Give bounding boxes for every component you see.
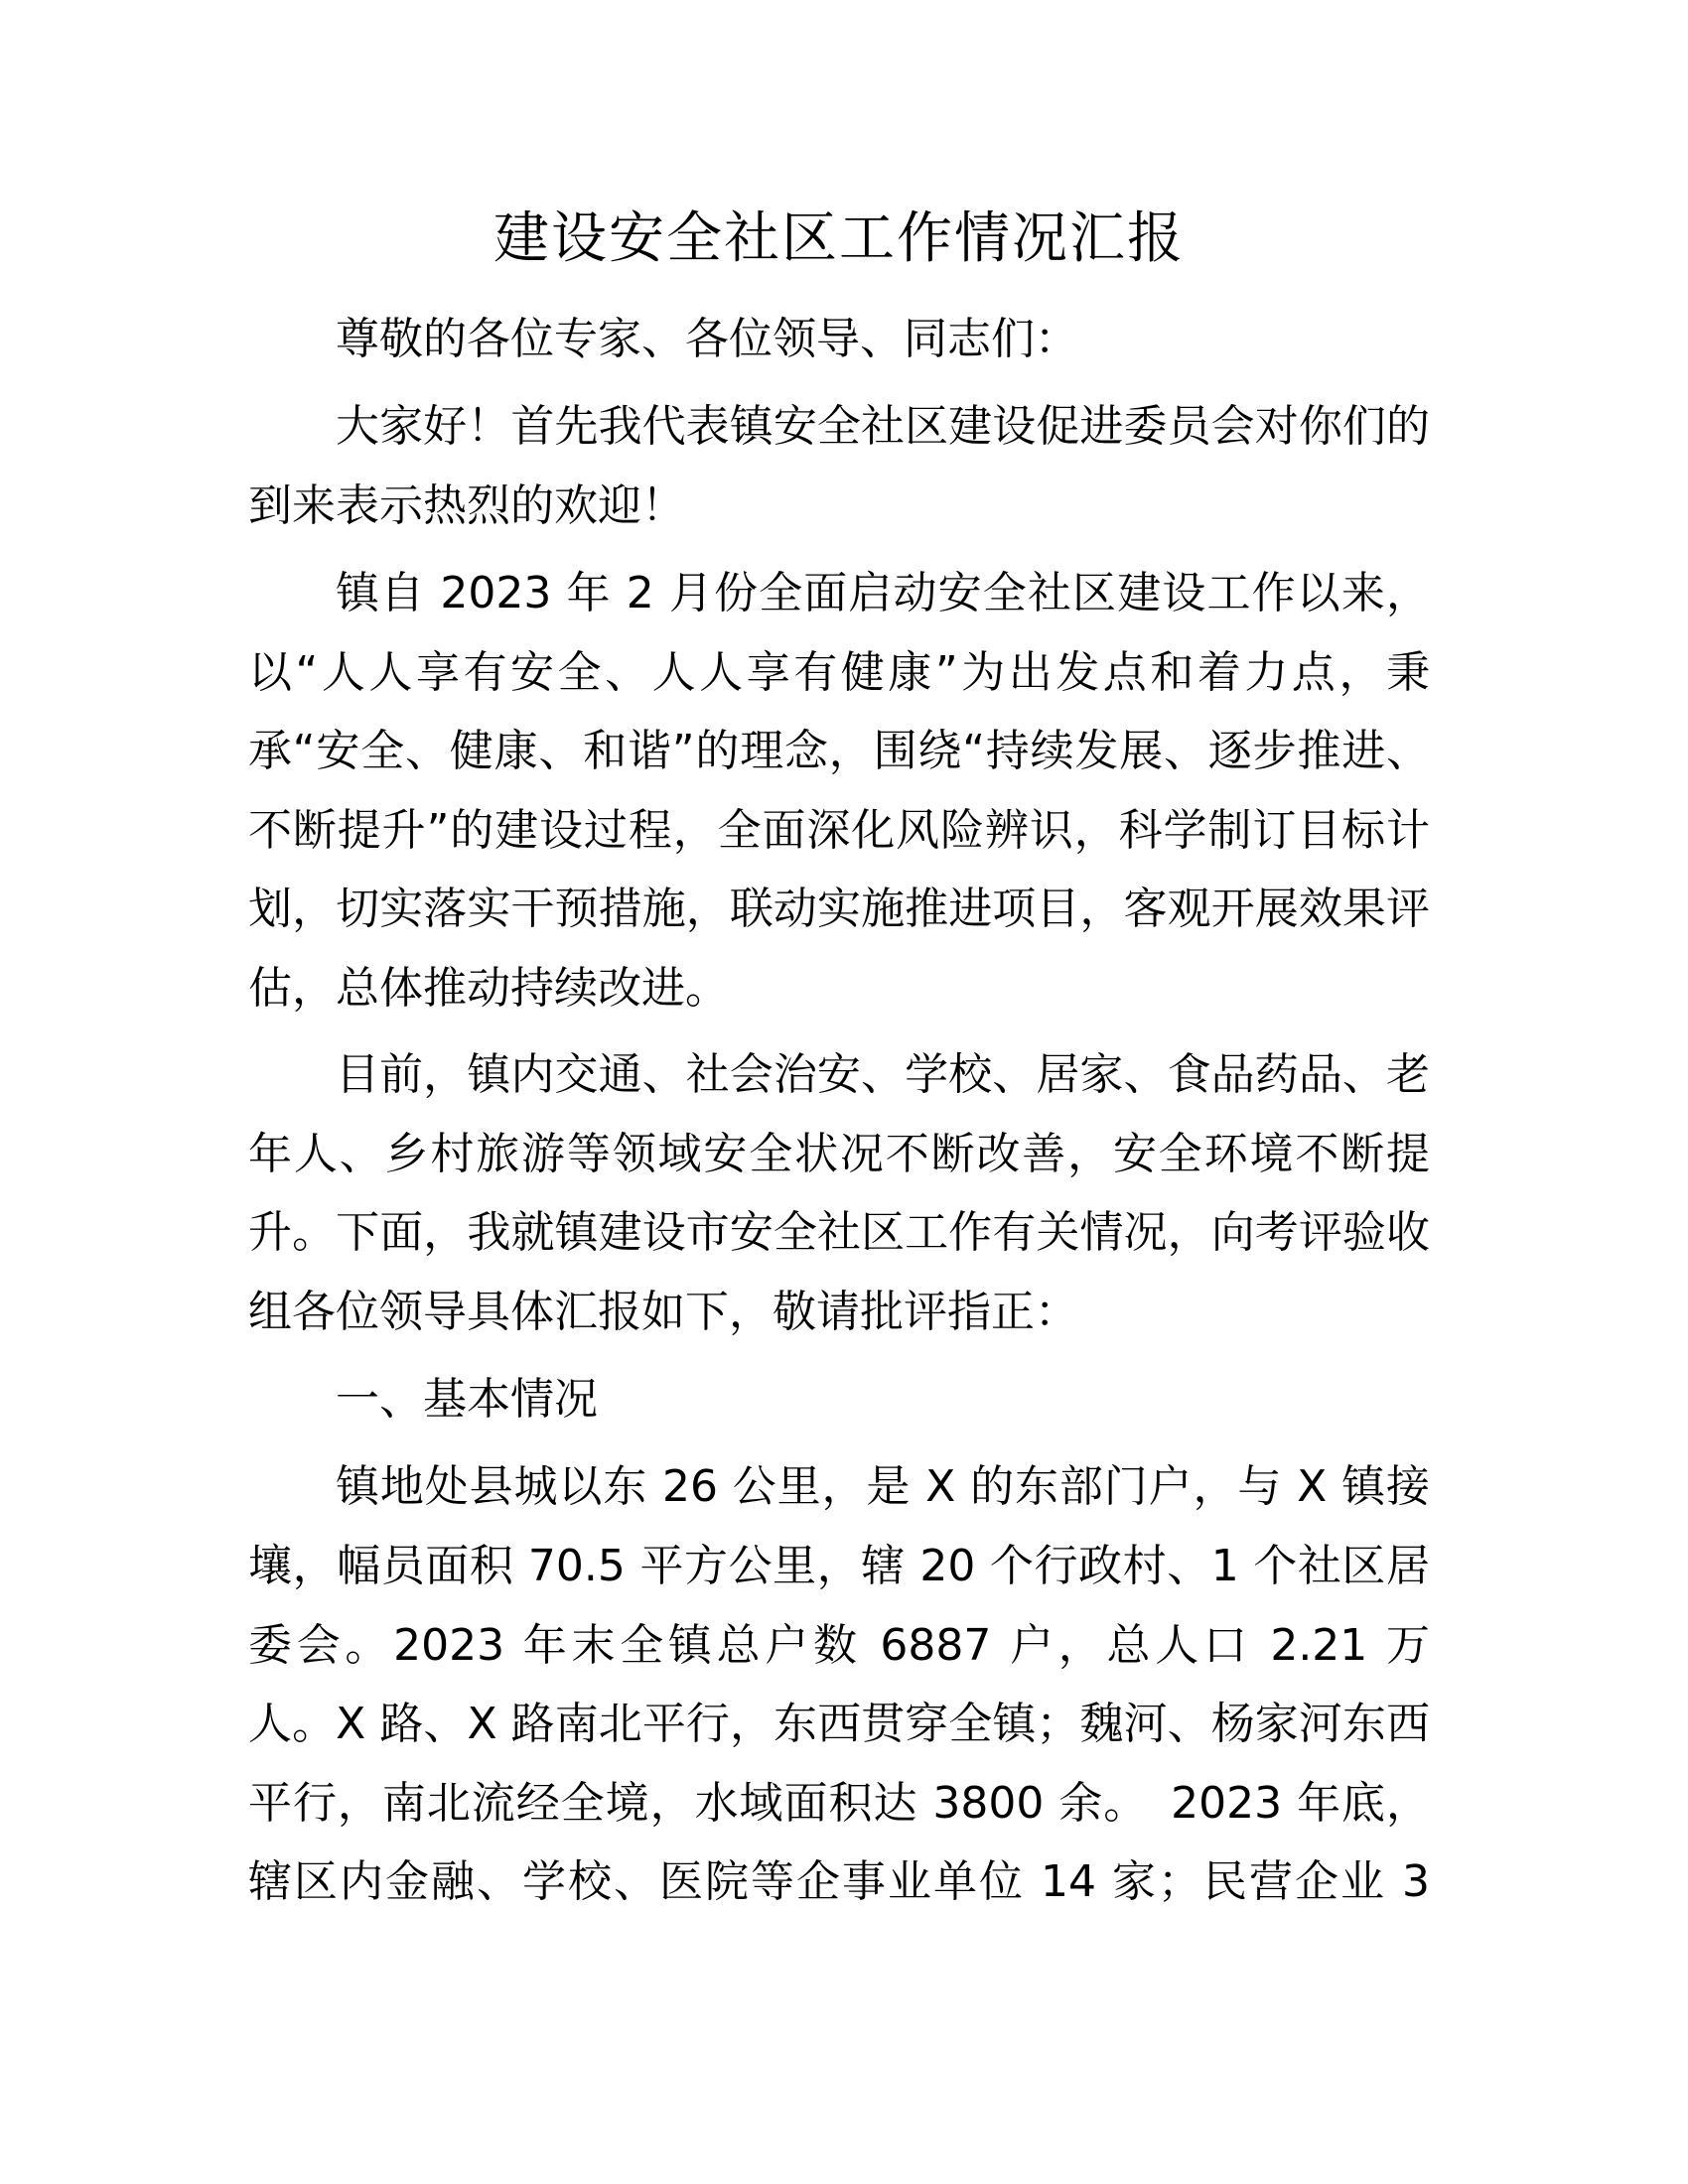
salutation: 尊敬的各位专家、各位领导、同志们： xyxy=(336,314,1078,364)
section-heading: 一、基本情况 xyxy=(336,1374,598,1425)
paragraph-line: 壤，幅员面积 70.5 平方公里，辖 20 个行政村、1 个社区居 xyxy=(248,1541,1430,1591)
paragraph-line: 升。下面，我就镇建设市安全社区工作有关情况，向考评验收 xyxy=(248,1207,1430,1258)
paragraph-line: 不断提升”的建设过程，全面深化风险辨识，科学制订目标计 xyxy=(248,805,1430,856)
paragraph-line: 镇自 2023 年 2 月份全面启动安全社区建设工作以来， xyxy=(336,568,1430,618)
paragraph-line: 大家好！首先我代表镇安全社区建设促进委员会对你们的 xyxy=(336,401,1430,452)
paragraph-line: 年人、乡村旅游等领域安全状况不断改善，安全环境不断提 xyxy=(248,1129,1430,1179)
paragraph-line: 辖区内金融、学校、医院等企事业单位 14 家；民营企业 3 xyxy=(248,1856,1430,1907)
paragraph-line: 组各位领导具体汇报如下，敬请批评指正： xyxy=(248,1287,1078,1337)
document-title: 建设安全社区工作情况汇报 xyxy=(493,206,1185,271)
paragraph-line: 委会。2023 年末全镇总户数 6887 户，总人口 2.21 万 xyxy=(248,1620,1430,1671)
paragraph-line: 承“安全、健康、和谐”的理念，围绕“持续发展、逐步推进、 xyxy=(248,726,1430,776)
paragraph-line: 划，切实落实干预措施，联动实施推进项目，客观开展效果评 xyxy=(248,884,1430,934)
paragraph-line: 镇地处县城以东 26 公里，是 X 的东部门户，与 X 镇接 xyxy=(336,1461,1430,1512)
paragraph-line: 到来表示热烈的欢迎！ xyxy=(248,480,685,531)
paragraph-line: 平行，南北流经全境，水域面积达 3800 余。 2023 年底， xyxy=(248,1778,1430,1829)
paragraph-line: 以“人人享有安全、人人享有健康”为出发点和着力点，秉 xyxy=(248,647,1430,698)
paragraph-line: 目前，镇内交通、社会治安、学校、居家、食品药品、老 xyxy=(336,1049,1430,1100)
paragraph-line: 人。X 路、X 路南北平行，东西贯穿全镇；魏河、杨家河东西 xyxy=(248,1699,1430,1749)
paragraph-line: 估，总体推动持续改进。 xyxy=(248,963,729,1014)
